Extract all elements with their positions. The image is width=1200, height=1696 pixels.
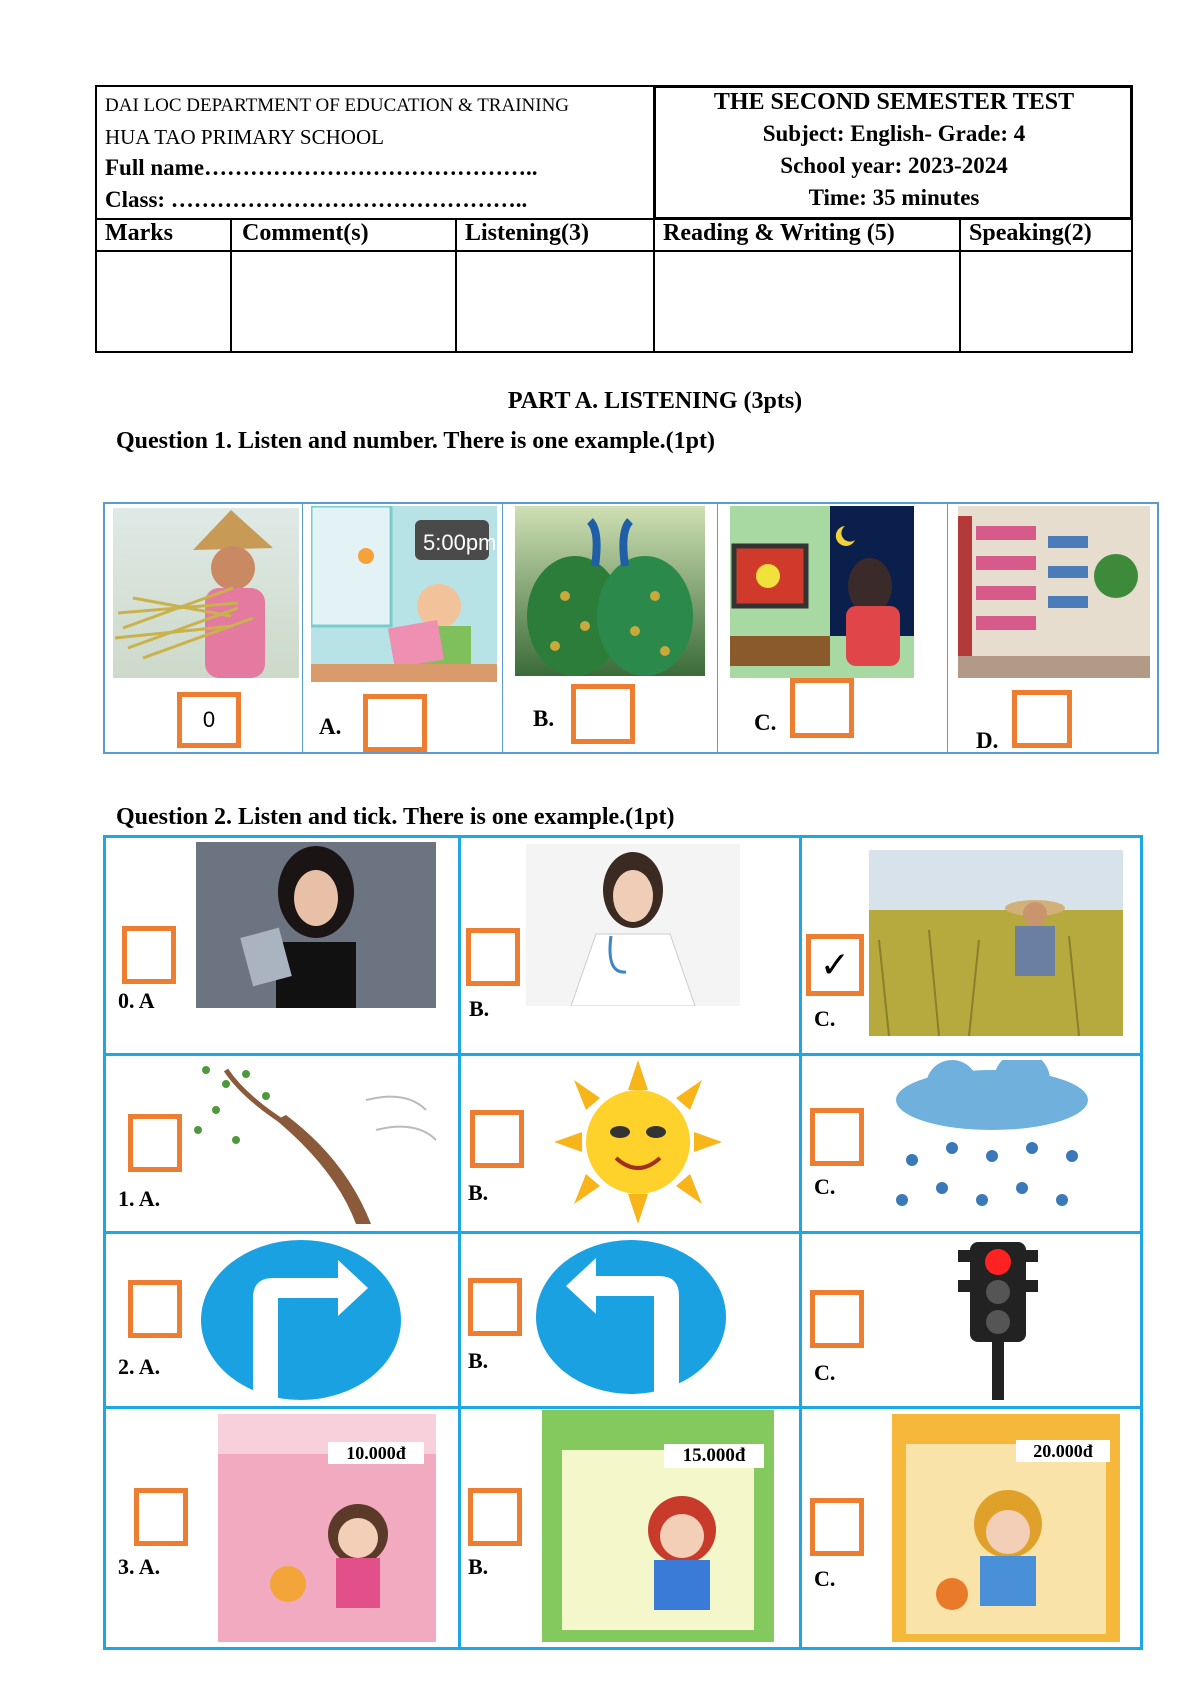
school-year: School year: 2023-2024	[780, 153, 1008, 178]
question-2-grid	[103, 835, 1143, 1650]
q2-row2-a-tickbox[interactable]	[128, 1280, 182, 1338]
q2-row3-c-label: C.	[814, 1566, 836, 1591]
department-name: DAI LOC DEPARTMENT OF EDUCATION & TRAINING	[105, 95, 570, 116]
farmer-in-field-image	[869, 850, 1123, 1036]
class-field: Class: ………………………………………..	[105, 187, 528, 212]
test-title: THE SECOND SEMESTER TEST	[713, 89, 1075, 115]
q2-row2-c-tickbox[interactable]	[810, 1290, 864, 1348]
q2-row3-a-tickbox[interactable]	[134, 1488, 188, 1546]
col-comments: Comment(s)	[242, 220, 369, 246]
q2-row0-c-tickbox[interactable]: ✓	[806, 934, 864, 996]
q2-row1-a-label: 1. A.	[118, 1186, 161, 1211]
q2-row3-c-tickbox[interactable]	[810, 1498, 864, 1556]
q2-row2-c-label: C.	[814, 1360, 836, 1385]
q2-row0-a-tickbox[interactable]	[122, 926, 176, 984]
question-1-strip	[103, 502, 1159, 754]
subject-line: Subject: English- Grade: 4	[762, 121, 1026, 146]
label-c: C.	[754, 710, 777, 735]
q2-row1-a-tickbox[interactable]	[128, 1114, 182, 1172]
girl-watching-tv-image	[730, 506, 914, 678]
q1-item-a	[303, 504, 503, 752]
q2-row1-b-label: B.	[468, 1180, 489, 1205]
farmer-with-rice-image	[113, 508, 299, 678]
singer-with-award-image	[196, 842, 436, 1008]
question-2-title: Question 2. Listen and tick. There is one example.(1pt)	[116, 804, 675, 830]
turn-left-sign-icon	[534, 1238, 728, 1396]
q2-row2-a-label: 2. A.	[118, 1354, 161, 1379]
school-name: HUA TAO PRIMARY SCHOOL	[105, 125, 384, 149]
q2-row0-b-tickbox[interactable]	[466, 928, 520, 986]
answer-box-a[interactable]	[363, 694, 427, 752]
question-1-title: Question 1. Listen and number. There is one example.(1pt)	[116, 428, 715, 454]
rain-cloud-image	[882, 1060, 1104, 1222]
traffic-light-icon	[956, 1240, 1040, 1400]
test-header	[95, 85, 1133, 353]
price-tag-c: 20.000đ	[1016, 1440, 1110, 1462]
q1-item-example	[105, 504, 303, 752]
full-name-field: Full name……………………………………..	[105, 155, 538, 180]
q2-row1-b-tickbox[interactable]	[470, 1110, 524, 1168]
answer-box-b[interactable]	[571, 684, 635, 744]
turn-right-sign-icon	[198, 1238, 404, 1402]
label-d: D.	[976, 728, 999, 753]
q2-row3-b-label: B.	[468, 1554, 489, 1579]
peacocks-image	[515, 506, 705, 676]
doctor-image	[526, 844, 740, 1006]
col-listening: Listening(3)	[465, 220, 590, 246]
q2-row2-b-tickbox[interactable]	[468, 1278, 522, 1336]
label-b: B.	[533, 706, 555, 731]
q1-item-c	[718, 504, 948, 752]
q1-item-b	[503, 504, 718, 752]
q2-row1-c-tickbox[interactable]	[810, 1108, 864, 1166]
part-a-title: PART A. LISTENING (3pts)	[507, 388, 803, 414]
q2-row3-b-tickbox[interactable]	[468, 1488, 522, 1546]
answer-box-example[interactable]: 0	[177, 692, 241, 748]
answer-box-c[interactable]	[790, 678, 854, 738]
price-tag-b: 15.000đ	[664, 1444, 764, 1468]
q2-row3-a-label: 3. A.	[118, 1554, 161, 1579]
bookshop-image	[958, 506, 1150, 678]
col-speaking: Speaking(2)	[969, 220, 1092, 246]
q2-row2-b-label: B.	[468, 1348, 489, 1373]
boy-reading-image	[311, 506, 497, 682]
label-a: A.	[319, 714, 342, 739]
notebook-image-c	[892, 1414, 1120, 1642]
notebook-image-b	[542, 1410, 774, 1642]
q2-row0-b-label: B.	[469, 996, 490, 1021]
col-marks: Marks	[105, 220, 173, 246]
q2-row1-c-label: C.	[814, 1174, 836, 1199]
time-limit: Time: 35 minutes	[808, 185, 980, 210]
q2-row0-c-label: C.	[814, 1006, 836, 1031]
col-reading-writing: Reading & Writing (5)	[663, 220, 895, 246]
q2-row0-a-label: 0. A	[118, 988, 155, 1013]
notebook-image-a	[218, 1414, 436, 1642]
answer-box-d[interactable]	[1012, 690, 1072, 748]
svg-text:5:00pm: 5:00pm	[423, 530, 497, 555]
q1-item-d	[948, 504, 1157, 752]
windy-tree-image	[186, 1060, 446, 1224]
sun-image	[534, 1060, 742, 1224]
price-tag-a: 10.000đ	[328, 1442, 424, 1464]
